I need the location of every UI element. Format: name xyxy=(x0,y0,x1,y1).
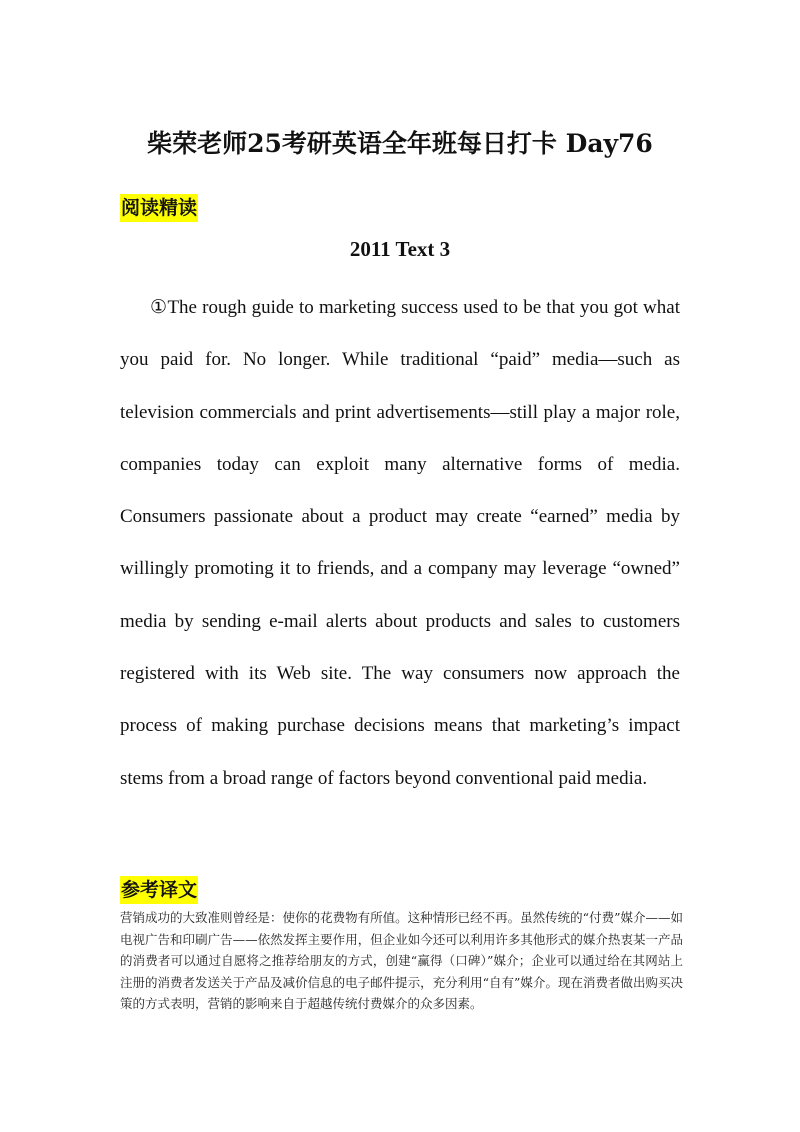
reading-section-label: 阅读精读 xyxy=(120,194,198,222)
translation-section-label: 参考译文 xyxy=(120,876,198,904)
text-title: 2011 Text 3 xyxy=(349,237,451,261)
page-title: 柴荣老师25考研英语全年班每日打卡 Day76 xyxy=(147,129,653,158)
translation-passage: 营销成功的大致准则曾经是：使你的花费物有所值。这种情形已经不再。虽然传统的“付费”媒介——如电视广告和印刷广告——依然发挥主要作用，但企业如今还可以利用许多其他形式的媒介热衷某一产品的消费者可以通过自愿将之推荐给朋友的方式，创建“赢得（口碑）”媒介；企业可以通过给在其网站上注册的消费者发送关于产品及减价信息的电子邮件提示，充分利用“自有”媒介。现在消费者做出购买决策的方式表明，营销的影响来自于超越传统付费媒介的众多因素。 xyxy=(120,910,683,1011)
reading-passage: ①The rough guide to marketing success used to be that you got what you paid for. No longer. While traditional “paid” media—such as television commercials and print advertisements—still play a major role, companies today can exploit many alternative forms of media. Consumers passionate about a product may create “earned” media by willingly promoting it to friends, and a company may leverage “owned” media by sending e-mail alerts about products and sales to customers registered with its Web site. The way consumers now approach the process of making purchase decisions means that marketing’s impact stems from a broad range of factors beyond conventional paid media. xyxy=(120,297,680,789)
